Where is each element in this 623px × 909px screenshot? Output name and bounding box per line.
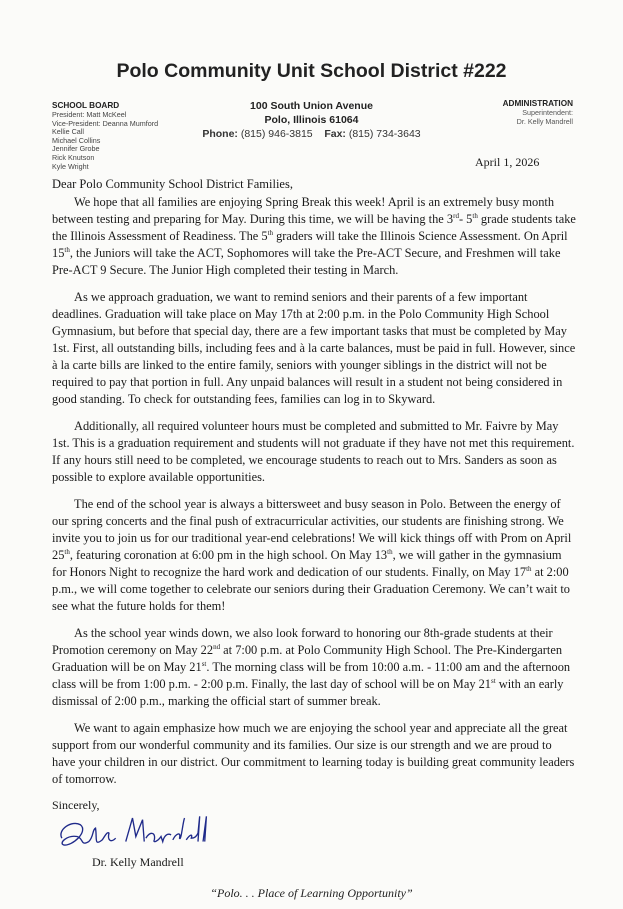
board-heading: SCHOOL BOARD <box>52 101 120 110</box>
paragraph-text: Additionally, all required volunteer hours must be completed and submitted to Mr. Faivre by May 1st. This is a graduation requirement and students will not graduate if they have not met this requirement. If any hours still need to be completed, we encourage students to reach out to Mrs. Sanders as soon as possible to explore available opportunities. <box>52 419 575 484</box>
paragraph-text: As we approach graduation, we want to remind seniors and their parents of a few important deadlines. Graduation will take place on May 17th at 2:00 p.m. in the Polo Community High School Gymnasium, but before that special day, there are a few important tasks that must be completed by May 1st. First, all outstanding bills, including fees and à la carte balances, must be paid in full. However, since à la carte bills are linked to the entire family, seniors with younger siblings in the district will not be required to pay that portion in full. Any unpaid balances will result in a student not being considered in good standing. To check for outstanding fees, families can log in to Skyward. <box>52 290 576 406</box>
superscript: st <box>491 676 496 685</box>
fax-label: Fax: <box>324 128 346 140</box>
paragraph-text: As the school year winds down, we also look forward to honoring our 8th-grade students at their Promotion ceremony on May 22 <box>52 626 553 657</box>
letter-paragraph <box>52 289 578 408</box>
administration <box>503 99 573 126</box>
superscript: nd <box>213 642 221 651</box>
fax-number: (815) 734-3643 <box>348 128 421 140</box>
paragraph-text: , we will gather in the gymnasium for Honors Night to recognize the hard work and dedication of our students. Finally, on May 17 <box>52 548 562 579</box>
board-member: Michael Collins <box>52 135 101 145</box>
paragraph-text: with an early dismissal of 2:00 p.m., marking the official start of summer break. <box>52 677 564 708</box>
paragraph-text: The end of the school year is always a bittersweet and busy season in Polo. Between the energy of our spring concerts and the final push of extracurricular activities, our students are finishing strong. We invite you to join us for our traditional year-end celebrations! We will kick things off with Prom on April 25 <box>52 497 572 562</box>
letter-body <box>52 194 578 788</box>
closing: Sincerely, <box>52 798 100 812</box>
board-member: Kellie Call <box>52 127 84 137</box>
board-member: Vice-President: Deanna Mumford <box>52 118 159 128</box>
admin-role: Superintendent: <box>522 108 573 117</box>
paragraph-text: , featuring coronation at 6:00 pm in the high school. On May 13 <box>69 548 388 562</box>
letter-paragraph <box>52 625 578 710</box>
paragraph-text: We want to again emphasize how much we are enjoying the school year and appreciate all the great support from our wonderful community and its families. Our size is our strength and we are proud to have your children in our district. Our commitment to learning today is building great community leaders of tomorrow. <box>52 721 575 786</box>
admin-heading: ADMINISTRATION <box>502 99 573 108</box>
district-title: Polo Community Unit School District #222 <box>116 60 507 82</box>
superscript: th <box>64 245 70 254</box>
signer-name: Dr. Kelly Mandrell <box>92 855 184 869</box>
school-board-list <box>52 101 158 171</box>
paragraph-text: - 5 <box>458 212 473 226</box>
address-line1: 100 South Union Avenue <box>250 100 373 112</box>
superscript: th <box>526 564 532 573</box>
paragraph-text: graders will take the Illinois Science Assessment. On April 15 <box>52 229 568 260</box>
paragraph-text: grade students take the Illinois Assessment of Readiness. The 5 <box>52 212 576 243</box>
board-member: Jennifer Grobe <box>52 144 100 154</box>
paragraph-text: at 2:00 p.m., we will come together to celebrate our seniors during their Graduation Ceremony. We can’t wait to see what the future holds for them! <box>52 565 570 613</box>
paragraph-text: . The morning class will be from 10:00 a.m. - 11:00 am and the afternoon class will be from 1:00 p.m. - 2:00 p.m. Finally, the last day of school will be on May 21 <box>52 660 571 691</box>
address-line2: Polo, Illinois 61064 <box>264 114 359 126</box>
letter-paragraph <box>52 418 578 486</box>
letter-content <box>0 176 623 909</box>
superscript: th <box>64 547 70 556</box>
paragraph-text: We hope that all families are enjoying Spring Break this week! April is an extremely busy month between testing and preparing for May. During this time, we will be having the 3 <box>52 195 555 226</box>
signature <box>40 813 623 855</box>
board-member: President: Matt McKeel <box>52 110 127 119</box>
letter-paragraph <box>52 194 578 279</box>
board-member: Kyle Wright <box>52 161 89 171</box>
footer-motto: “Polo. . . Place of Learning Opportunity” <box>210 886 413 900</box>
letter-date: April 1, 2026 <box>475 155 540 169</box>
superscript: th <box>472 211 478 220</box>
phone-number: (815) 946-3815 <box>240 128 313 140</box>
district-address <box>170 99 453 141</box>
paragraph-text: at 7:00 p.m. at Polo Community High School. The Pre-Kindergarten Graduation will be on May 21 <box>52 643 563 674</box>
superscript: st <box>201 659 207 668</box>
superscript: th <box>267 228 274 237</box>
letter-paragraph <box>52 496 578 615</box>
admin-name: Dr. Kelly Mandrell <box>516 116 573 126</box>
letter-paragraph <box>52 720 578 788</box>
board-member: Rick Knutson <box>52 152 95 162</box>
greeting: Dear Polo Community School District Families, <box>52 177 293 191</box>
phone-label: Phone: <box>202 128 238 140</box>
superscript: th <box>387 547 393 556</box>
superscript: rd <box>453 211 459 220</box>
paragraph-text: , the Juniors will take the ACT, Sophomores will take the Pre-ACT Secure, and Freshmen will take Pre-ACT 9 Secure. The Junior High completed their testing in March. <box>52 246 561 277</box>
